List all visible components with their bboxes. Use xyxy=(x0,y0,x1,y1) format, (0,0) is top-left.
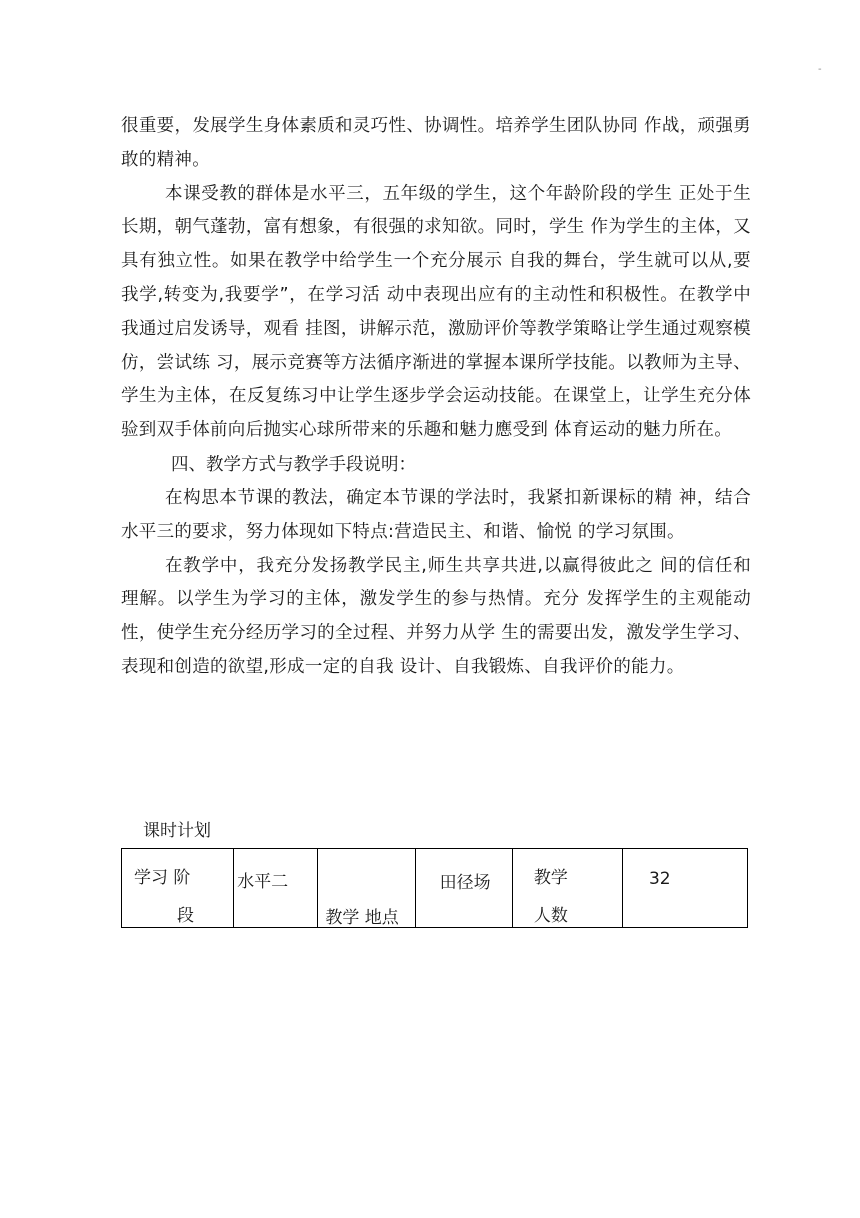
cell-label-line2: 人数 xyxy=(533,906,568,926)
cell-count-label xyxy=(512,849,622,928)
document-body xyxy=(121,110,751,685)
cell-label: 教学 地点 xyxy=(325,908,399,928)
cell-location xyxy=(415,849,512,928)
paragraph-teaching: 在教学中，我充分发扬教学民主,师生共享共进,以赢得彼此之 间的信任和理解。以学生为学习的主体，激发学生的参与热情。充分 发挥学生的主观能动性，使学生充分经历学习的全过程、并努力从学 生的需要出发，激发学生学习、表现和创造的欲望,形成一定的自我 设计、自我锻炼、自我评价的能力。 xyxy=(121,555,751,677)
cell-label-line1: 教学 xyxy=(533,868,568,888)
paragraph-students: 本课受教的群体是水平三，五年级的学生，这个年龄阶段的学生 正处于生长期，朝气蓬勃，富有想象，有很强的求知欲。同时，学生 作为学生的主体，又具有独立性。如果在教学中给学生一个充分展示 自我的舞台，学生就可以从,要我学,转变为,我要学”，在学习活 动中表现出应有的主动性和积极性。在教学中我通过启发诱导，观看 挂图，讲解示范，激励评价等教学策略让学生通过观察模仿，尝试练 习，展示竞赛等方法循序渐进的掌握本课所学技能。以教师为主导、 学生为主体，在反复练习中让学生逐步学会运动技能。在课堂上，让学生充分体验到双手体前向后抛实心球所带来的乐趣和魅力應受到 体育运动的魅力所在。 xyxy=(121,183,751,441)
paragraph-continuation: 很重要，发展学生身体素质和灵巧性、协调性。培养学生团队协同 作战，顽强勇敢的精神。 xyxy=(121,116,751,170)
cell-value: 32 xyxy=(648,869,671,889)
section-heading: 四、教学方式与教学手段说明： xyxy=(171,454,416,475)
cell-learning-stage xyxy=(122,849,234,928)
cell-value: 水平二 xyxy=(237,872,289,892)
cell-location-label xyxy=(318,849,415,928)
cell-count xyxy=(622,849,747,928)
page-mark: - xyxy=(818,64,822,75)
cell-label-line2: 段 xyxy=(177,906,194,926)
cell-level xyxy=(234,849,318,928)
cell-value: 田径场 xyxy=(439,873,491,893)
lesson-plan-table xyxy=(121,848,748,928)
cell-label-line1: 学习 阶 xyxy=(134,868,191,888)
table-row xyxy=(122,849,748,928)
paragraph-method: 在构思本节课的教法，确定本节课的学法时，我紧扣新课标的精 神，结合水平三的要求，努力体现如下特点:营造民主、和谐、愉悦 的学习氛围。 xyxy=(121,487,751,542)
table-caption: 课时计划 xyxy=(143,821,211,841)
